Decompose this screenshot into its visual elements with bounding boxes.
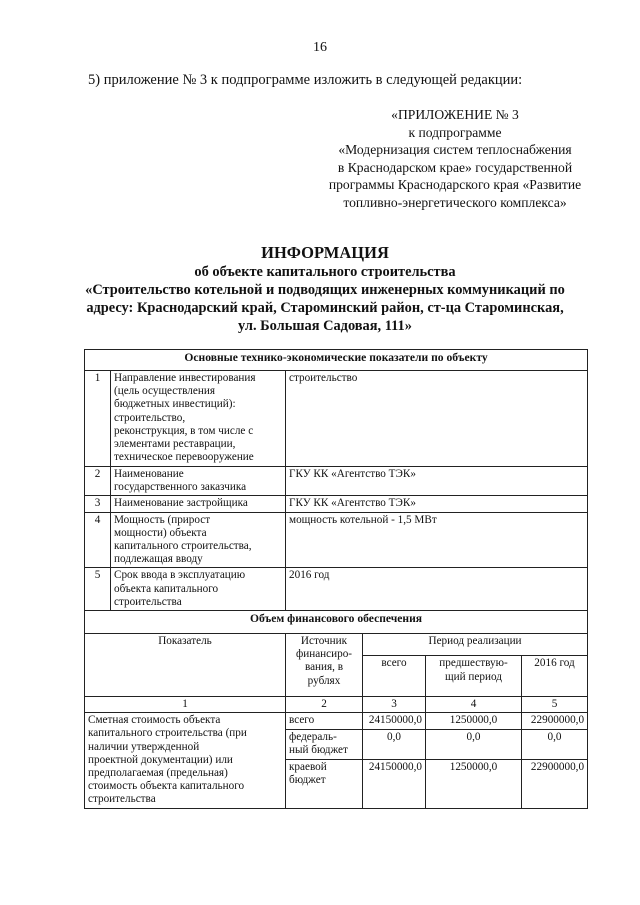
row-name-line: объекта капитального [114, 582, 219, 595]
year-cell: 0,0 [522, 729, 588, 759]
heading-line: «Строительство котельной и подводящих инженерных коммуникаций по [85, 282, 565, 298]
total-cell: 24150000,0 [363, 713, 426, 729]
header-previous-line: предшествую- [439, 657, 508, 670]
object-info-table [84, 349, 588, 809]
row-name-line: (цель осуществления [114, 385, 215, 398]
indicator-line: наличии утвержденной [88, 740, 200, 753]
row-name [111, 568, 286, 611]
source-line: краевой [289, 760, 327, 773]
row-name-line: строительство, [114, 411, 186, 424]
header-indicator: Показатель [85, 634, 286, 697]
appendix-header [290, 106, 620, 211]
row-name-line: Направление инвестирования [114, 372, 256, 384]
page-number: 16 [313, 40, 327, 55]
appendix-line: в Краснодарском крае» государственной [337, 159, 573, 175]
indicator-line: капитального строительства (при [88, 727, 247, 740]
source-line: бюджет [289, 773, 326, 786]
row-number: 1 [85, 371, 111, 467]
document-heading [80, 242, 570, 335]
row-name-line: Наименование [114, 468, 184, 480]
header-previous [426, 656, 522, 697]
total-cell: 24150000,0 [363, 759, 426, 808]
column-number: 1 [85, 697, 286, 713]
year-cell: 22900000,0 [522, 713, 588, 729]
year-cell: 22900000,0 [522, 759, 588, 808]
appendix-line: «ПРИЛОЖЕНИЕ № 3 [391, 107, 519, 122]
column-number: 3 [363, 697, 426, 713]
header-period: Период реализации [363, 634, 588, 656]
table-row [85, 512, 588, 568]
header-source-line: финансиро- [295, 648, 353, 661]
row-value: ГКУ КК «Агентство ТЭК» [286, 496, 588, 512]
row-name-line: элементами реставрации, [114, 438, 236, 451]
table-row [85, 467, 588, 496]
indicator-line: проектной документации) или [88, 753, 233, 766]
section-title-row [85, 350, 588, 371]
appendix-line: программы Краснодарского края «Развитие [328, 177, 582, 192]
row-number: 4 [85, 512, 111, 568]
heading-line: об объекте капитального строительства [194, 264, 456, 280]
row-number: 3 [85, 496, 111, 512]
table-row [85, 371, 588, 467]
source-line: федераль- [289, 730, 337, 743]
row-name-line: Мощность (прирост [114, 513, 211, 526]
row-name-line: капитального строительства, [114, 540, 252, 553]
header-previous-line: щий период [445, 670, 502, 683]
section-title-financing: Объем финансового обеспечения [85, 611, 588, 634]
row-name-line: техническое перевооружение [114, 451, 254, 464]
row-number: 2 [85, 467, 111, 496]
header-source-line: рублях [307, 674, 341, 687]
previous-cell: 1250000,0 [426, 759, 522, 808]
row-value: строительство [286, 371, 588, 467]
fin-row [85, 713, 588, 729]
row-value: 2016 год [286, 568, 588, 611]
indicator-cell [85, 713, 286, 808]
header-year: 2016 год [522, 656, 588, 697]
section-title-indicators: Основные технико-экономические показатели по объекту [85, 350, 588, 371]
heading-line: адресу: Краснодарский край, Староминский район, ст-ца Староминская, [86, 300, 564, 316]
row-name [111, 496, 286, 512]
appendix-line: к подпрограмме [408, 124, 502, 140]
section-title-row [85, 611, 588, 634]
row-value: мощность котельной - 1,5 МВт [286, 512, 588, 568]
column-number: 5 [522, 697, 588, 713]
row-name [111, 371, 286, 467]
table-row [85, 568, 588, 611]
column-number: 2 [286, 697, 363, 713]
row-name-line: реконструкция, в том числе с [114, 424, 254, 437]
previous-cell: 1250000,0 [426, 713, 522, 729]
header-source-line: вания, в [304, 661, 344, 674]
row-name [111, 512, 286, 568]
source-cell [286, 759, 363, 808]
row-name-line: бюджетных инвестиций): [114, 398, 236, 411]
total-cell: 0,0 [363, 729, 426, 759]
row-name-line: мощности) объекта [114, 526, 207, 539]
intro-text: 5) приложение № 3 к подпрограмме изложить в следующей редакции: [88, 72, 523, 88]
header-total: всего [363, 656, 426, 697]
indicator-line: Сметная стоимость объекта [88, 714, 221, 727]
column-number: 4 [426, 697, 522, 713]
appendix-line: «Модернизация систем теплоснабжения [338, 142, 572, 157]
source-cell: всего [286, 713, 363, 729]
row-name-line: государственного заказчика [114, 481, 247, 494]
row-number: 5 [85, 568, 111, 611]
source-cell [286, 729, 363, 759]
previous-cell: 0,0 [426, 729, 522, 759]
fin-header-row [85, 634, 588, 656]
header-source [286, 634, 363, 697]
indicator-line: стоимость объекта капитального [88, 780, 245, 793]
row-value: ГКУ КК «Агентство ТЭК» [286, 467, 588, 496]
header-source-line: Источник [300, 635, 348, 648]
row-name-line: Наименование застройщика [114, 497, 248, 510]
heading-title: ИНФОРМАЦИЯ [261, 243, 389, 262]
row-name-line: Срок ввода в эксплуатацию [114, 569, 246, 582]
indicator-line: строительства [88, 793, 156, 806]
row-name-line: строительства [114, 595, 182, 608]
indicator-line: предполагаемая (предельная) [88, 767, 228, 780]
row-name [111, 467, 286, 496]
row-name-line: подлежащая вводу [114, 553, 203, 566]
appendix-line: топливно-энергетического комплекса» [343, 194, 567, 210]
source-line: ный бюджет [289, 743, 348, 756]
heading-line: ул. Большая Садовая, 111» [238, 318, 412, 334]
table-row [85, 496, 588, 512]
column-number-row [85, 697, 588, 713]
